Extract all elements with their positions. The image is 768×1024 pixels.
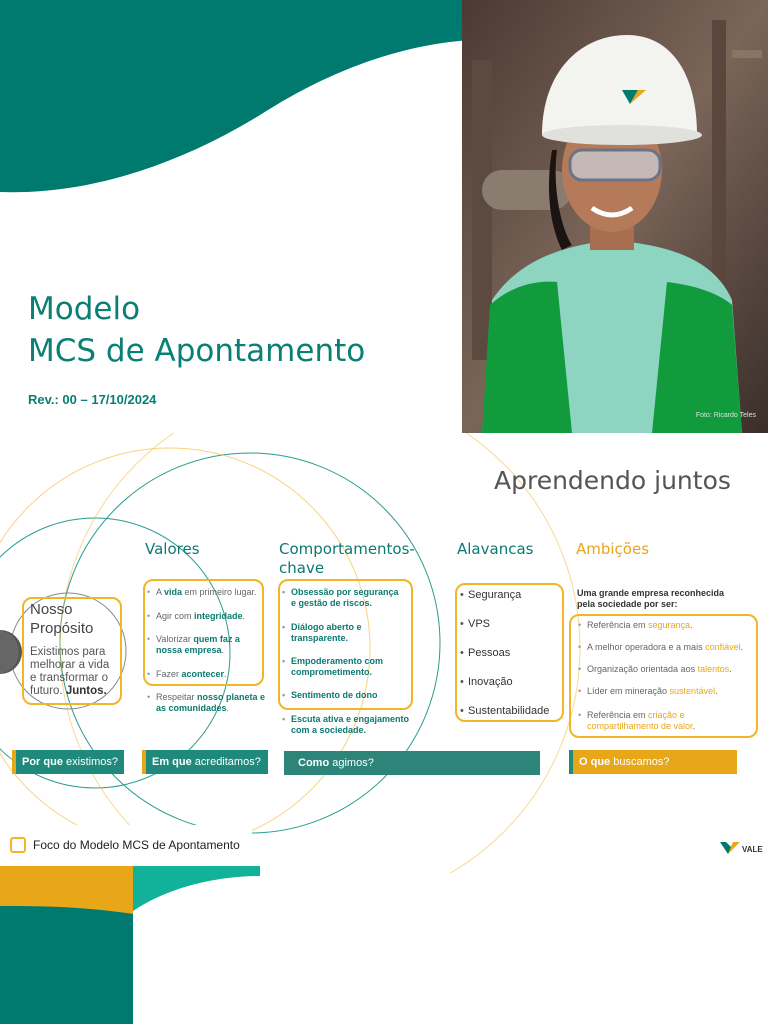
legend: [0, 825, 252, 867]
purpose-heading-line1: Nosso: [30, 601, 73, 618]
purpose-text-line4: futuro.: [30, 685, 63, 697]
bar-como: Como agimos?: [284, 751, 540, 775]
bottom-decor: [0, 866, 260, 1024]
ambicoes-heading: Ambições: [576, 540, 650, 558]
alavancas-heading: Alavancas: [457, 540, 534, 558]
bar-em-que: Em que acreditamos?: [142, 750, 268, 774]
comportamentos-item-2: • Diálogo aberto e transparente.: [291, 622, 391, 644]
valores-item-5: • Respeitar nosso planeta e as comunidades.: [156, 692, 266, 714]
valores-heading: Valores: [145, 540, 200, 558]
ambicoes-item-5: • Referência em criação e compartilhamento de valor.: [587, 710, 737, 732]
vale-logo-text: VALE: [742, 845, 763, 854]
purpose-text-line1: Existimos para: [30, 646, 106, 658]
purpose-heading: [30, 600, 93, 638]
purpose-heading-line2: Propósito: [30, 620, 94, 637]
ambicoes-item-3: • Organização orientada aos talentos.: [587, 664, 752, 675]
valores-item-3: • Valorizar quem faz a nossa empresa.: [156, 634, 256, 656]
comportamentos-item-1: • Obsessão por segurança e gestão de riscos.: [291, 587, 406, 609]
valores-item-2: • Agir com integridade.: [156, 611, 260, 622]
comportamentos-heading: [279, 540, 415, 578]
valores-item-1: • A vida em primeiro lugar.: [156, 587, 260, 598]
worker-photo: [462, 0, 768, 433]
comportamentos-item-3: • Empoderamento com comprometimento.: [291, 656, 401, 678]
valores-item-4: • Fazer acontecer.: [156, 669, 260, 680]
comportamentos-item-5: • Escuta ativa e engajamento com a sociedade.: [291, 714, 421, 736]
ambicoes-item-2: • A melhor operadora e a mais confiável.: [587, 642, 757, 653]
purpose-text-line2: melhorar a vida: [30, 659, 110, 671]
comportamentos-heading-line2: chave: [279, 559, 325, 577]
purpose-text-line3: e transformar o: [30, 672, 108, 684]
alavancas-item-3: • Pessoas: [468, 647, 510, 659]
cover-title-line1: Modelo: [28, 291, 141, 327]
photo-credit: Foto: Ricardo Teles: [695, 412, 756, 419]
comportamentos-item-4: • Sentimento de dono: [291, 690, 401, 701]
bar-por-que: Por que existimos?: [12, 750, 124, 774]
ambicoes-item-1: • Referência em segurança.: [587, 620, 747, 631]
purpose-text-bold: Juntos.: [65, 685, 107, 697]
ambicoes-item-4: • Líder em mineração sustentável.: [587, 686, 752, 697]
legend-swatch: [10, 837, 26, 853]
bar-o-que: O que buscamos?: [569, 750, 737, 774]
revision-date: Rev.: 00 – 17/10/2024: [28, 392, 157, 407]
vale-logo: [720, 842, 763, 861]
cover-title-line2: MCS de Apontamento: [28, 333, 366, 369]
alavancas-item-1: • Segurança: [468, 589, 521, 601]
slide-title: Aprendendo juntos: [494, 466, 731, 495]
comportamentos-heading-line1: Comportamentos-: [279, 540, 415, 558]
alavancas-item-2: • VPS: [468, 618, 490, 630]
ambicoes-intro: Uma grande empresa reconhecida pela sociedade por ser:: [577, 588, 725, 609]
alavancas-item-5: • Sustentabilidade: [468, 705, 549, 717]
legend-text: Foco do Modelo MCS de Apontamento: [33, 838, 240, 852]
vale-logo-icon: [720, 842, 740, 856]
alavancas-item-4: • Inovação: [468, 676, 513, 688]
worker-illustration: [462, 0, 768, 433]
purpose-text: [30, 646, 109, 698]
